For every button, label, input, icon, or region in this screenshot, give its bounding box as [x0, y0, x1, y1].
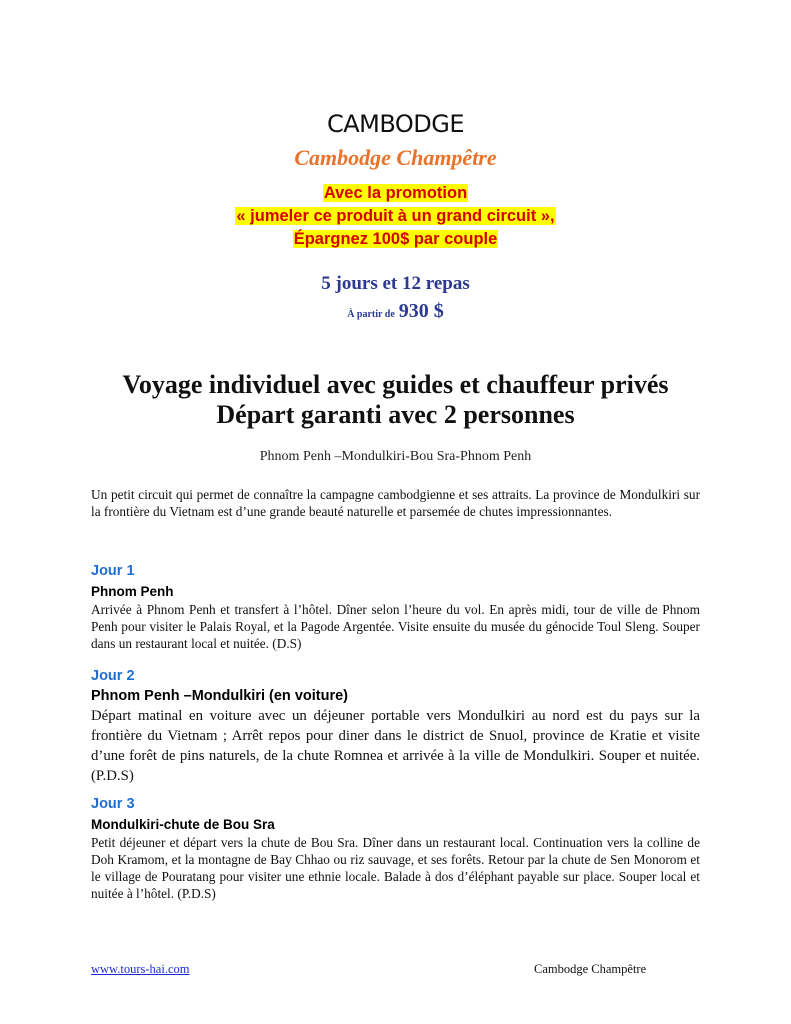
- day-3-title: Mondulkiri-chute de Bou Sra: [91, 817, 275, 832]
- price-prefix: À partir de: [347, 309, 395, 320]
- promo-line-2: [0, 207, 791, 226]
- day-3-text: Petit déjeuner et départ vers la chute de Bou Sra. Dîner dans un restaurant local. Continuation vers la colline de Doh Kramom, et la montagne de Bay Chhao ou riz sauvage, et ses forêts. Retour par la chute de Sen Monorom et le village de Pouratang pour visiter une ethnie locale. Balade à dos d’éléphant payable sur place. Souper local et nuitée à l’hôtel. (P.D.S): [91, 835, 700, 901]
- day-2-label: Jour 2: [91, 668, 135, 684]
- day-1-text: Arrivée à Phnom Penh et transfert à l’hôtel. Dîner selon l’heure du vol. En après midi, tour de ville de Phnom Penh pour visiter le Palais Royal, et la Pagode Argentée. Visite ensuite du musée du génocide Toul Sleng. Souper dans un restaurant local et nuitée. (D.S): [91, 602, 700, 651]
- day-2-text: Départ matinal en voiture avec un déjeuner portable vers Mondulkiri au nord est du pays sur la frontière du Vietnam ; Arrêt repos pour diner dans le district de Snuol, province de Kratie et visite d’une forêt de pins naturels, de la chute Romnea et arrivée à la ville de Mondulkiri. Souper et nuitée. (P.D.S): [91, 708, 700, 784]
- route: Phnom Penh –Mondulkiri-Bou Sra-Phnom Penh: [259, 449, 532, 464]
- intro-paragraph: Un petit circuit qui permet de connaître la campagne cambodgienne et ses attraits. La province de Mondulkiri sur la frontière du Vietnam est d’une grande beauté naturelle et parsemée de chutes impressionnantes.: [91, 487, 700, 519]
- headline-line-2: Départ garanti avec 2 personnes: [216, 400, 575, 429]
- promo-line-1-text: Avec la promotion: [323, 184, 468, 202]
- day-1-title: Phnom Penh: [91, 584, 174, 599]
- website-link[interactable]: www.tours-hai.com: [91, 962, 190, 976]
- tour-duration: 5 jours et 12 repas: [321, 273, 470, 294]
- tour-subtitle: Cambodge Champêtre: [294, 145, 497, 170]
- price-value: 930 $: [398, 300, 444, 322]
- day-1-label: Jour 1: [91, 563, 135, 579]
- country-title: CAMBODGE: [326, 110, 465, 138]
- promo-line-2-text: « jumeler ce produit à un grand circuit »,: [236, 207, 555, 225]
- price-line: [0, 300, 791, 323]
- promo-line-3: [0, 230, 791, 249]
- headline-line-1: Voyage individuel avec guides et chauffeur privés: [122, 370, 669, 399]
- promo-line-3-text: Épargnez 100$ par couple: [293, 230, 498, 248]
- footer-title: Cambodge Champêtre: [534, 962, 647, 976]
- day-2-title: Phnom Penh –Mondulkiri (en voiture): [91, 688, 348, 704]
- day-3-label: Jour 3: [91, 796, 135, 812]
- promo-line-1: [0, 184, 791, 203]
